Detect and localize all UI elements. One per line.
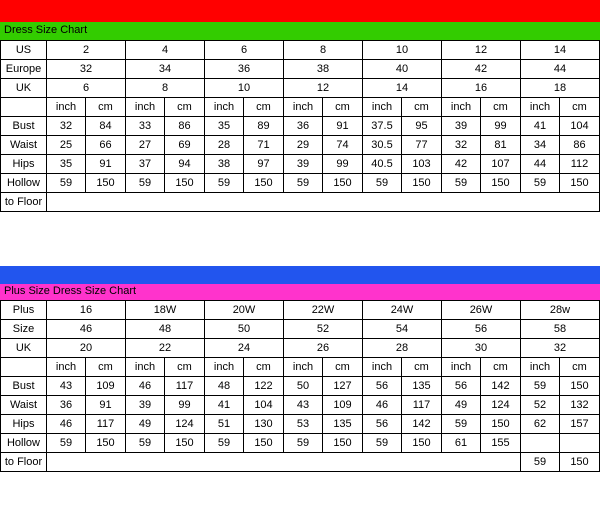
cell: 28	[363, 339, 442, 358]
plus-size-dress-size-chart-title: Plus Size Dress Size Chart	[4, 285, 137, 297]
cell: 36	[284, 117, 323, 136]
cell: 36	[47, 396, 86, 415]
dress-size-chart-title: Dress Size Chart	[4, 24, 88, 36]
unit-inch: inch	[205, 358, 244, 377]
cell: 36	[205, 60, 284, 79]
cell: 155	[481, 434, 521, 453]
cell: 109	[323, 396, 363, 415]
cell: 86	[560, 136, 600, 155]
unit-inch: inch	[442, 98, 481, 117]
cell: 157	[560, 415, 600, 434]
cell: 59	[126, 174, 165, 193]
cell: 22	[126, 339, 205, 358]
cell: 8	[284, 41, 363, 60]
cell: 28w	[521, 301, 600, 320]
cell: 62	[521, 415, 560, 434]
row-label-hollow-to-floor-line1: Hollow	[1, 434, 47, 453]
cell: 46	[47, 320, 126, 339]
table-row-plus-size	[1, 301, 600, 320]
cell: 59	[442, 174, 481, 193]
cell: 38	[284, 60, 363, 79]
cell: 40.5	[363, 155, 402, 174]
cell: 25	[47, 136, 86, 155]
unit-cm: cm	[402, 98, 442, 117]
table-row-europe	[1, 60, 600, 79]
cell: 49	[442, 396, 481, 415]
cell: 122	[244, 377, 284, 396]
unit-cm: cm	[560, 98, 600, 117]
spacer-cell	[47, 453, 521, 472]
cell: 150	[323, 434, 363, 453]
unit-cm: cm	[165, 98, 205, 117]
table-row-hollow-to-floor-line2	[1, 193, 600, 212]
unit-inch: inch	[363, 358, 402, 377]
cell: 33	[126, 117, 165, 136]
cell: 94	[165, 155, 205, 174]
blue-band	[0, 266, 600, 284]
cell: 41	[205, 396, 244, 415]
row-label-plus-size-line2: Size	[1, 320, 47, 339]
unit-inch: inch	[442, 358, 481, 377]
cell: 35	[205, 117, 244, 136]
cell	[560, 434, 600, 453]
cell: 81	[481, 136, 521, 155]
row-label-hips: Hips	[1, 155, 47, 174]
cell: 14	[521, 41, 600, 60]
unit-cm: cm	[481, 358, 521, 377]
table-row-europe-plus	[1, 320, 600, 339]
cell: 26W	[442, 301, 521, 320]
unit-cm: cm	[165, 358, 205, 377]
cell: 104	[560, 117, 600, 136]
cell: 56	[363, 415, 402, 434]
unit-cm: cm	[244, 98, 284, 117]
cell: 40	[363, 60, 442, 79]
cell: 10	[363, 41, 442, 60]
cell: 127	[323, 377, 363, 396]
cell: 50	[284, 377, 323, 396]
unit-cm: cm	[86, 98, 126, 117]
unit-inch: inch	[47, 98, 86, 117]
cell: 84	[86, 117, 126, 136]
table-row-hollow-to-floor-plus-line2	[1, 453, 600, 472]
cell: 32	[442, 136, 481, 155]
cell: 117	[402, 396, 442, 415]
cell: 20W	[205, 301, 284, 320]
cell: 52	[284, 320, 363, 339]
cell: 26	[284, 339, 363, 358]
row-label-plus-size-line1: Plus	[1, 301, 47, 320]
row-label-us: US	[1, 41, 47, 60]
row-label-waist: Waist	[1, 396, 47, 415]
cell: 59	[205, 434, 244, 453]
cell: 97	[244, 155, 284, 174]
cell: 150	[86, 434, 126, 453]
cell: 41	[521, 117, 560, 136]
cell: 16	[442, 79, 521, 98]
cell: 99	[165, 396, 205, 415]
row-label-hollow-to-floor-line2: to Floor	[1, 193, 47, 212]
cell: 54	[363, 320, 442, 339]
cell: 14	[363, 79, 442, 98]
cell: 12	[284, 79, 363, 98]
cell: 99	[481, 117, 521, 136]
cell: 18W	[126, 301, 205, 320]
unit-cm: cm	[323, 98, 363, 117]
spacer-cell	[47, 193, 600, 212]
cell: 6	[47, 79, 126, 98]
cell: 117	[86, 415, 126, 434]
cell: 117	[165, 377, 205, 396]
cell: 59	[363, 434, 402, 453]
cell: 51	[205, 415, 244, 434]
cell: 150	[481, 174, 521, 193]
cell: 46	[126, 377, 165, 396]
cell: 49	[126, 415, 165, 434]
unit-inch: inch	[284, 358, 323, 377]
cell: 150	[402, 174, 442, 193]
cell: 59	[284, 434, 323, 453]
cell: 107	[481, 155, 521, 174]
cell: 44	[521, 60, 600, 79]
cell: 124	[481, 396, 521, 415]
cell: 50	[205, 320, 284, 339]
cell: 109	[86, 377, 126, 396]
cell: 32	[47, 60, 126, 79]
cell: 95	[402, 117, 442, 136]
cell: 135	[323, 415, 363, 434]
cell: 48	[205, 377, 244, 396]
cell: 77	[402, 136, 442, 155]
cell: 32	[521, 339, 600, 358]
cell: 71	[244, 136, 284, 155]
cell: 18	[521, 79, 600, 98]
cell: 59	[47, 434, 86, 453]
cell: 39	[284, 155, 323, 174]
cell: 142	[481, 377, 521, 396]
table-row-hollow-to-floor-plus-line1	[1, 434, 600, 453]
cell: 29	[284, 136, 323, 155]
table-row-units	[1, 98, 600, 117]
cell: 56	[442, 377, 481, 396]
table-row-hollow-to-floor-line1	[1, 174, 600, 193]
cell: 38	[205, 155, 244, 174]
cell: 48	[126, 320, 205, 339]
cell: 8	[126, 79, 205, 98]
cell: 10	[205, 79, 284, 98]
unit-inch: inch	[521, 358, 560, 377]
cell: 4	[126, 41, 205, 60]
cell: 6	[205, 41, 284, 60]
cell: 22W	[284, 301, 363, 320]
cell: 59	[442, 415, 481, 434]
cell: 39	[442, 117, 481, 136]
cell: 35	[47, 155, 86, 174]
cell: 150	[323, 174, 363, 193]
row-label-hollow-to-floor-line2: to Floor	[1, 453, 47, 472]
units-blank-cell	[1, 358, 47, 377]
cell: 16	[47, 301, 126, 320]
cell: 91	[86, 396, 126, 415]
cell: 42	[442, 155, 481, 174]
cell: 43	[284, 396, 323, 415]
row-label-europe: Europe	[1, 60, 47, 79]
cell: 34	[521, 136, 560, 155]
table-row-uk-plus	[1, 339, 600, 358]
dress-size-chart-table	[0, 40, 600, 212]
cell: 150	[165, 174, 205, 193]
cell: 46	[47, 415, 86, 434]
cell: 20	[47, 339, 126, 358]
units-blank-cell	[1, 98, 47, 117]
table-row-bust-plus	[1, 377, 600, 396]
cell: 135	[402, 377, 442, 396]
cell: 59	[521, 453, 560, 472]
cell: 61	[442, 434, 481, 453]
cell: 59	[47, 174, 86, 193]
cell: 59	[521, 174, 560, 193]
unit-cm: cm	[402, 358, 442, 377]
cell: 142	[402, 415, 442, 434]
cell: 56	[442, 320, 521, 339]
row-label-hollow-to-floor-line1: Hollow	[1, 174, 47, 193]
cell: 130	[244, 415, 284, 434]
cell: 89	[244, 117, 284, 136]
cell: 43	[47, 377, 86, 396]
cell: 39	[126, 396, 165, 415]
unit-inch: inch	[363, 98, 402, 117]
cell: 104	[244, 396, 284, 415]
cell: 150	[244, 434, 284, 453]
red-band	[0, 0, 600, 22]
cell: 44	[521, 155, 560, 174]
cell: 69	[165, 136, 205, 155]
cell: 30	[442, 339, 521, 358]
cell: 150	[560, 377, 600, 396]
cell: 124	[165, 415, 205, 434]
cell: 150	[560, 174, 600, 193]
unit-inch: inch	[521, 98, 560, 117]
unit-inch: inch	[126, 98, 165, 117]
row-label-hips: Hips	[1, 415, 47, 434]
cell: 24	[205, 339, 284, 358]
cell: 24W	[363, 301, 442, 320]
cell: 37	[126, 155, 165, 174]
cell: 59	[521, 377, 560, 396]
unit-inch: inch	[47, 358, 86, 377]
cell: 59	[284, 174, 323, 193]
cell: 132	[560, 396, 600, 415]
cell: 27	[126, 136, 165, 155]
cell: 103	[402, 155, 442, 174]
unit-cm: cm	[86, 358, 126, 377]
cell: 30.5	[363, 136, 402, 155]
cell	[521, 434, 560, 453]
cell: 150	[244, 174, 284, 193]
cell: 46	[363, 396, 402, 415]
cell: 74	[323, 136, 363, 155]
cell: 150	[481, 415, 521, 434]
unit-cm: cm	[560, 358, 600, 377]
unit-inch: inch	[284, 98, 323, 117]
cell: 91	[323, 117, 363, 136]
cell: 2	[47, 41, 126, 60]
cell: 59	[205, 174, 244, 193]
cell: 53	[284, 415, 323, 434]
unit-cm: cm	[323, 358, 363, 377]
cell: 66	[86, 136, 126, 155]
green-band	[0, 22, 600, 40]
cell: 28	[205, 136, 244, 155]
cell: 58	[521, 320, 600, 339]
table-row-bust	[1, 117, 600, 136]
row-label-bust: Bust	[1, 377, 47, 396]
cell: 32	[47, 117, 86, 136]
cell: 59	[126, 434, 165, 453]
cell: 86	[165, 117, 205, 136]
cell: 12	[442, 41, 521, 60]
row-label-bust: Bust	[1, 117, 47, 136]
unit-cm: cm	[244, 358, 284, 377]
row-label-uk-plus: UK	[1, 339, 47, 358]
table-row-waist-plus	[1, 396, 600, 415]
cell: 52	[521, 396, 560, 415]
plus-size-dress-size-chart-table	[0, 300, 600, 472]
row-label-waist: Waist	[1, 136, 47, 155]
row-label-uk: UK	[1, 79, 47, 98]
cell: 150	[86, 174, 126, 193]
cell: 150	[165, 434, 205, 453]
table-row-uk	[1, 79, 600, 98]
table-row-hips-plus	[1, 415, 600, 434]
cell: 150	[560, 453, 600, 472]
cell: 112	[560, 155, 600, 174]
cell: 37.5	[363, 117, 402, 136]
cell: 56	[363, 377, 402, 396]
cell: 42	[442, 60, 521, 79]
cell: 150	[402, 434, 442, 453]
unit-cm: cm	[481, 98, 521, 117]
cell: 99	[323, 155, 363, 174]
cell: 59	[363, 174, 402, 193]
unit-inch: inch	[205, 98, 244, 117]
table-row-us	[1, 41, 600, 60]
table-row-waist	[1, 136, 600, 155]
cell: 91	[86, 155, 126, 174]
table-row-hips	[1, 155, 600, 174]
cell: 34	[126, 60, 205, 79]
unit-inch: inch	[126, 358, 165, 377]
table-row-units-plus	[1, 358, 600, 377]
